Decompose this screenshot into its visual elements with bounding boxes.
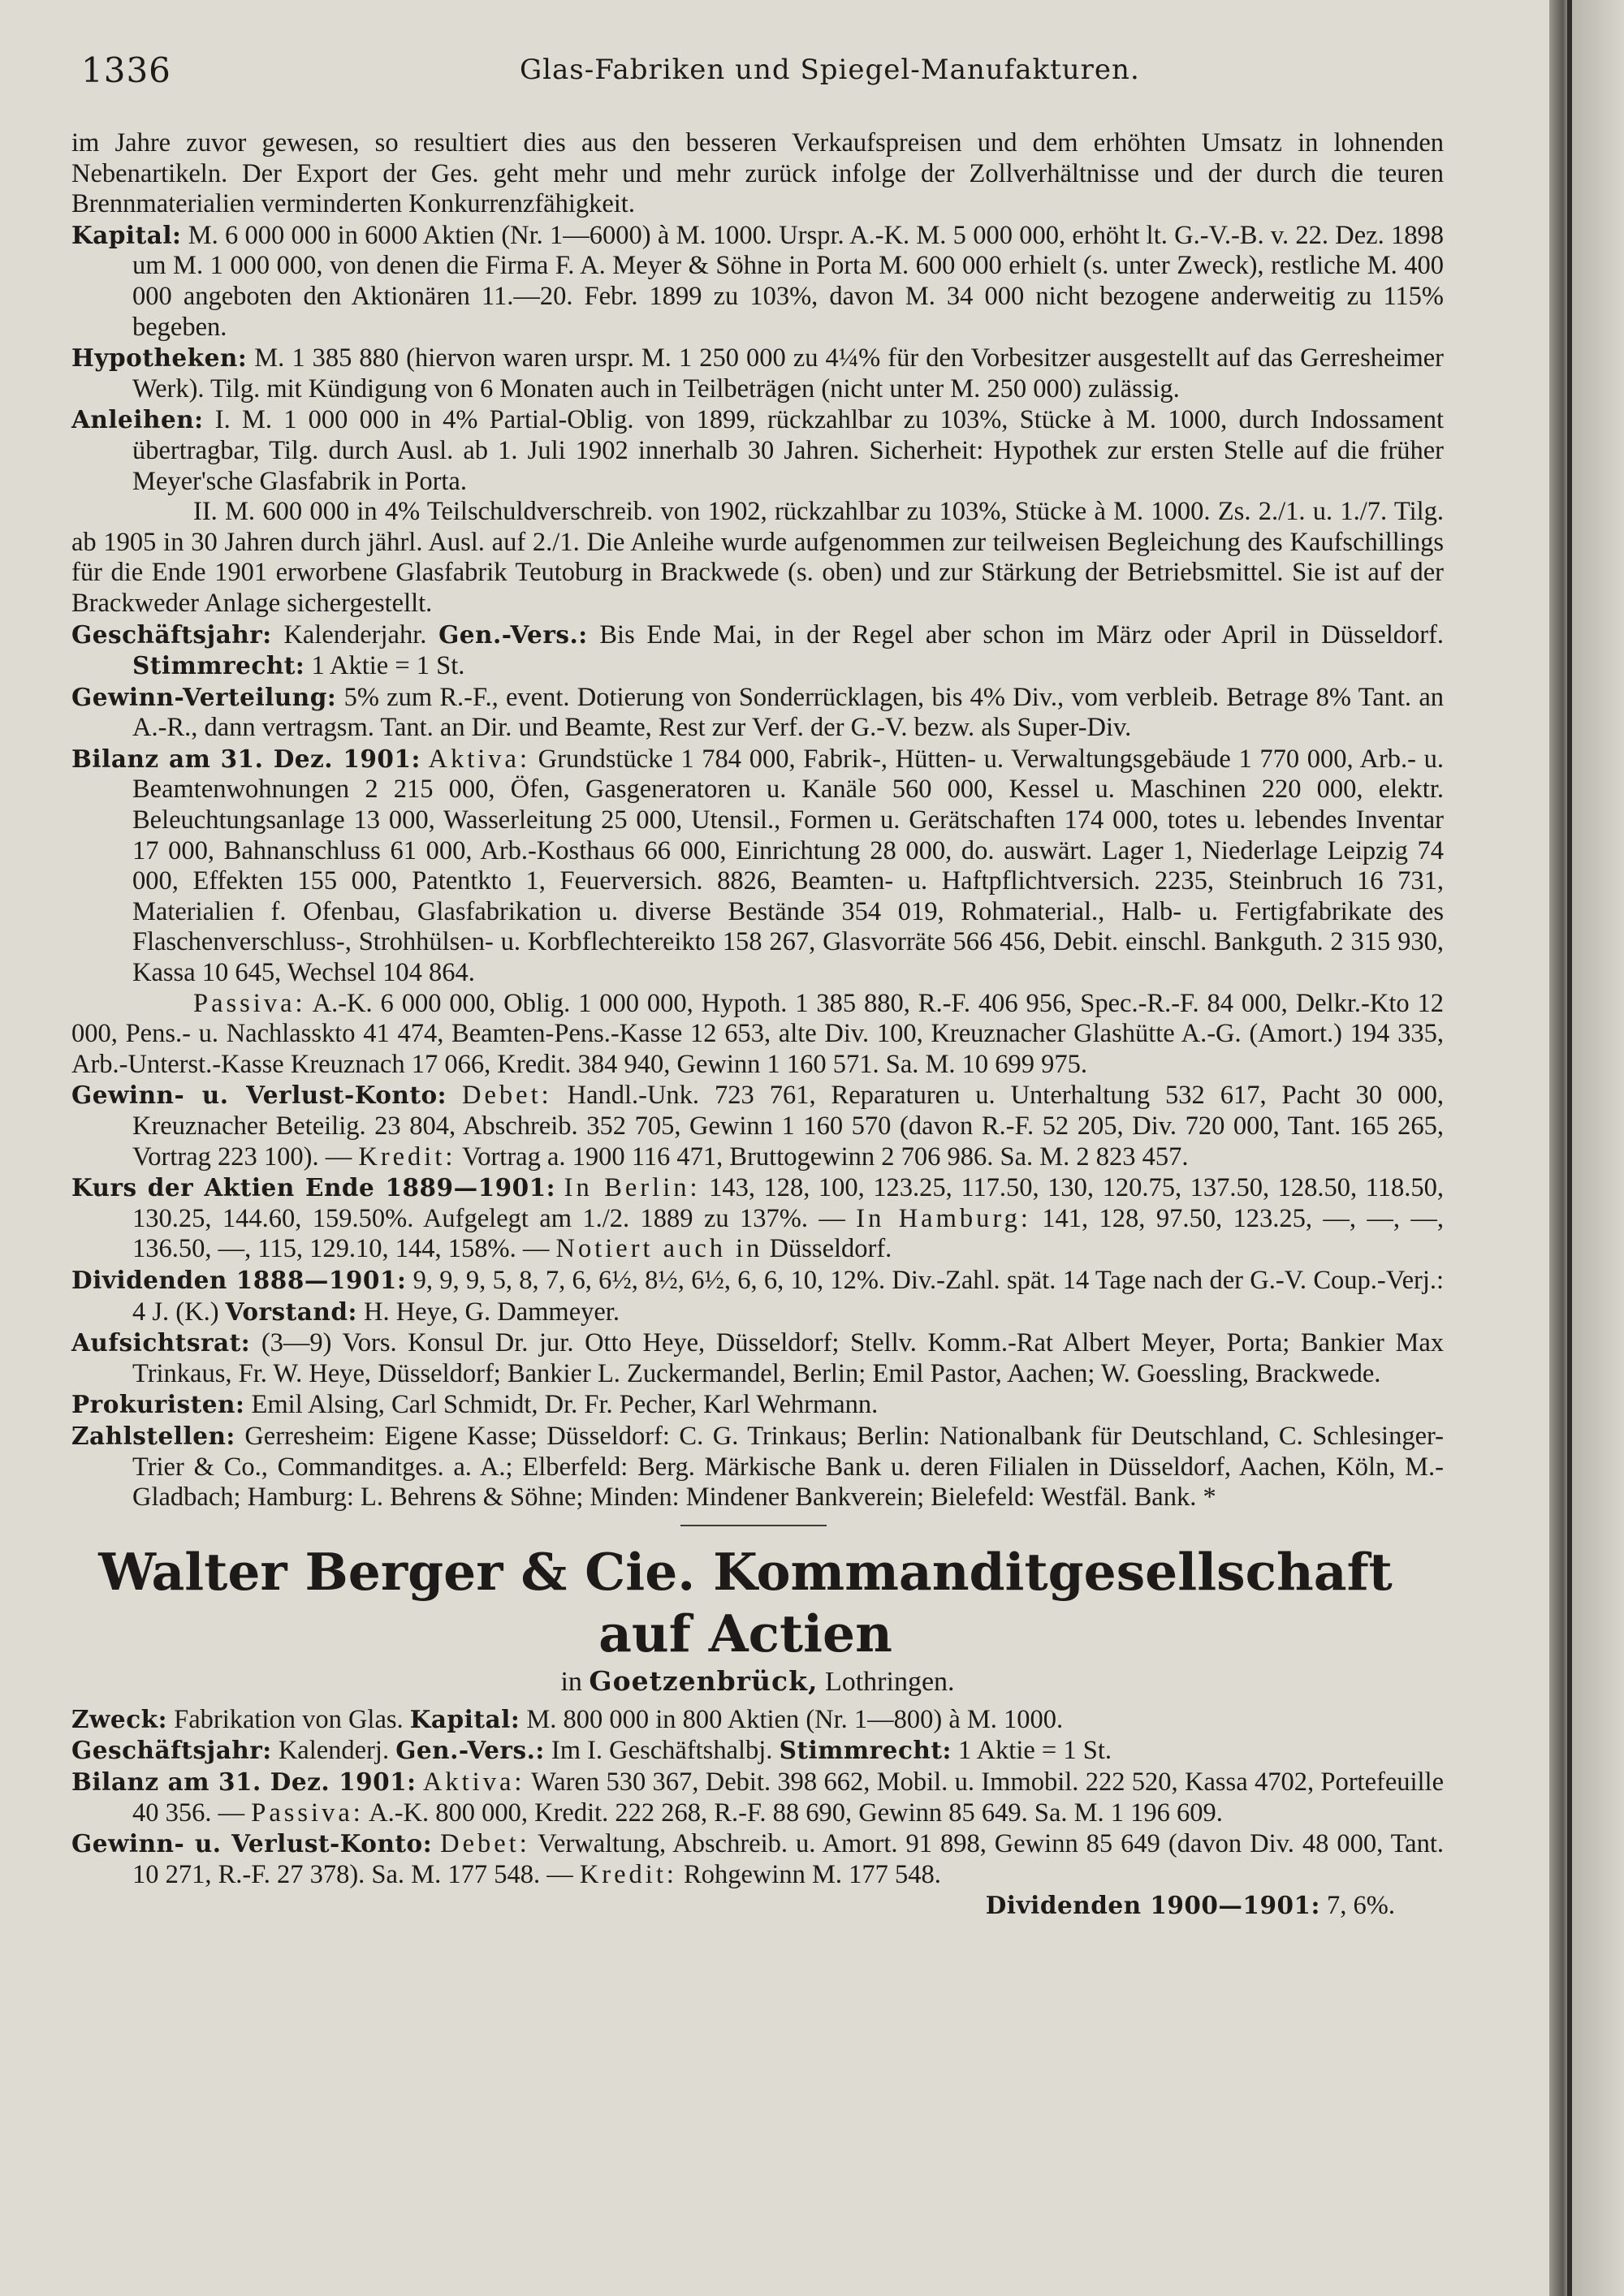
zweck-label: Zweck: <box>71 1704 167 1733</box>
gewinnverteilung-text: 5% zum R.-F., event. Dotierung von Sonderrücklagen, bis 4% Div., vom verbleib. Betrage 8% Tant. an A.-R., dann vertragsm. Tant. an Dir. und Beamte, Rest zur Verf. der G.-V. bezw. als Super-Div. <box>132 682 1445 743</box>
prokuristen-text: Emil Alsing, Carl Schmidt, Dr. Fr. Pecher, Karl Wehrmann. <box>251 1390 879 1420</box>
bilanz-passiva-line <box>71 989 1444 1081</box>
bilanz-entry <box>71 744 1444 989</box>
bilanz2-aktiva: Waren 530 367, Debit. 398 662, Mobil. u. Immobil. 222 520, Kassa 4702, Portefeuille 40 356. — <box>132 1767 1445 1828</box>
stimmrecht2-label: Stimmrecht: <box>779 1736 952 1765</box>
geschaeftsjahr-text: Kalenderjahr. <box>283 619 427 650</box>
passiva2-label: Passiva: <box>251 1798 364 1828</box>
prokuristen-entry <box>71 1389 1444 1421</box>
aufsichtsrat-label: Aufsichtsrat: <box>71 1328 251 1357</box>
zahlstellen-label: Zahlstellen: <box>71 1421 235 1450</box>
geschaeftsjahr-label: Geschäftsjahr: <box>71 619 272 649</box>
stimmrecht2-text: 1 Aktie = 1 St. <box>958 1736 1112 1766</box>
genvers-label: Gen.-Vers.: <box>438 619 588 649</box>
genvers2-label: Gen.-Vers.: <box>395 1736 545 1765</box>
kapital-label: Kapital: <box>71 220 182 249</box>
guv2-label: Gewinn- u. Verlust-Konto: <box>71 1829 433 1858</box>
aktiva-label: Aktiva: <box>428 744 531 774</box>
hypotheken-label: Hypotheken: <box>71 343 248 373</box>
vorstand-text: H. Heye, G. Dammeyer. <box>363 1297 620 1327</box>
passiva-label: Passiva: <box>193 988 306 1018</box>
kurs-berlin-label: In Berlin: <box>564 1173 701 1203</box>
kurs-hamburg-label: In Hamburg: <box>856 1203 1031 1233</box>
guv2-entry <box>71 1828 1444 1890</box>
guv2-kredit: Rohgewinn M. 177 548. <box>684 1859 941 1889</box>
hypotheken-entry <box>71 343 1444 404</box>
kurs-duesseldorf-label: Notiert auch in <box>555 1234 763 1264</box>
bilanz2-passiva: A.-K. 800 000, Kredit. 222 268, R.-F. 88 690, Gewinn 85 649. Sa. M. 1 196 609. <box>369 1798 1223 1828</box>
kurs-entry <box>71 1172 1444 1265</box>
guv-label: Gewinn- u. Verlust-Konto: <box>71 1081 447 1110</box>
kredit2-label: Kredit: <box>579 1859 677 1889</box>
zweck-text: Fabrikation von Glas. <box>174 1704 404 1734</box>
scan-edge <box>1549 0 1624 2296</box>
kurs-berlin: 143, 128, 100, 123.25, 117.50, 130, 120.75, 137.50, 128.50, 118.50, 130.25, 144.60, 159.50%. Aufgelegt am 1./2. 1889 zu 137%. — <box>132 1173 1445 1233</box>
anleihen-text-2: II. M. 600 000 in 4% Teilschuldverschreib. von 1902, rückzahlbar zu 103%, Stücke à M. 1000. Zs. 2./1. u. 1./7. Tilg. ab 1905 in 30 Jahren durch jährl. Ausl. auf 2./1. Die Anleihe wurde aufgenommen zur teilweisen Begleichung des Kaufschillings für die Ende 1901 erworbene Glasfabrik Teutoburg in Brackwede (s. oben) und zur Stärkung der Betriebsmittel. Sie ist auf der Brackweder Anlage sichergestellt. <box>71 497 1444 618</box>
genvers-text: Bis Ende Mai, in der Regel aber schon im März oder April in Düsseldorf. <box>599 619 1445 650</box>
debet2-label: Debet: <box>440 1829 530 1859</box>
aufsichtsrat-entry <box>71 1327 1444 1389</box>
geschaeftsjahr-entry <box>71 619 1444 682</box>
guv-entry <box>71 1080 1444 1172</box>
page-number: 1336 <box>81 50 171 90</box>
dividenden2-text: 7, 6%. <box>1327 1891 1395 1921</box>
bilanz-aktiva: Grundstücke 1 784 000, Fabrik-, Hütten- u. Verwaltungsgebäude 1 770 000, Arb.- u. Beamtenwohnungen 2 215 000, Öfen, Gasgeneratoren u. Kanäle 560 000, Kessel u. Maschinen 220 000, elektr. Beleuchtungsanlage 13 000, Wasserleitung 25 000, Utensil., Formen u. Gerätschaften 174 000, totes u. lebendes Inventar 17 000, Bahnanschluss 61 000, Arb.-Kosthaus 66 000, Einrichtung 28 000, do. auswärt. Lager 1, Niederlage Leipzig 74 000, Effekten 155 000, Patentkto 1, Feuerversich. 8826, Beamten- u. Haftpflichtversich. 2235, Steinbruch 16 731, Materialien f. Ofenbau, Glasfabrikation u. diverse Bestände 354 019, Rohmaterial., Halb- u. Fertigfabrikate des Flaschenverschluss-, Strohhülsen- u. Korbflechtereikto 158 267, Glasvorräte 566 456, Debit. einschl. Bankguth. 2 315 930, Kassa 10 645, Wechsel 104 864. <box>132 744 1444 988</box>
zahlstellen-entry <box>71 1421 1444 1513</box>
bilanz2-entry <box>71 1767 1444 1828</box>
anleihen-text-1: I. M. 1 000 000 in 4% Partial-Oblig. von 1899, rückzahlbar zu 103%, Stücke à M. 1000, durch Indossament übertragbar, Tilg. durch Ausl. ab 1. Juli 1902 innerhalb 30 Jahren. Sicherheit: Hypothek zur ersten Stelle auf die früher Meyer'sche Glasfabrik in Porta. <box>132 405 1445 496</box>
kredit-label: Kredit: <box>358 1142 456 1172</box>
geschaeftsjahr2-text: Kalenderj. <box>278 1736 390 1766</box>
scan-edge-line <box>1567 0 1572 2296</box>
guv-debet: Handl.-Unk. 723 761, Reparaturen u. Unterhaltung 532 617, Pacht 30 000, Kreuznacher Beteilig. 23 804, Abschreib. 352 705, Gewinn 1 160 570 (davon R.-F. 52 205, Div. 720 000, Tant. 165 265, Vortrag 223 100). — <box>132 1081 1445 1172</box>
bilanz-label: Bilanz am 31. Dez. 1901: <box>71 744 421 773</box>
hypotheken-text: M. 1 385 880 (hiervon waren urspr. M. 1 250 000 zu 4¼% für den Vorbesitzer ausgestellt auf das Gerresheimer Werk). Tilg. mit Kündigung von 6 Monaten auch in Teilbeträgen (nicht unter M. 250 000) zulässig. <box>132 343 1444 404</box>
page-header <box>65 50 1462 99</box>
zweck-entry <box>71 1704 1444 1736</box>
anleihen-entry <box>71 404 1444 497</box>
running-title: Glas-Fabriken und Spiegel-Manufakturen. <box>520 54 1140 86</box>
zahlstellen-text: Gerresheim: Eigene Kasse; Düsseldorf: C. G. Trinkaus; Berlin: Nationalbank für Deutschland, C. Schlesinger-Trier & Co., Commanditges. a. A.; Elberfeld: Berg. Märkische Bank u. deren Filialen in Düsseldorf, Aachen, Köln, M.-Gladbach; Hamburg: L. Behrens & Söhne; Minden: Mindener Bankverein; Bielefeld: Westfäl. Bank. * <box>132 1421 1444 1513</box>
kapital2-label: Kapital: <box>409 1704 520 1733</box>
location-region: Lothringen. <box>824 1666 955 1697</box>
kurs-hamburg: 141, 128, 97.50, 123.25, —, —, —, 136.50, —, 115, 129.10, 144, 158%. — <box>132 1203 1445 1264</box>
kapital2-text: M. 800 000 in 800 Aktien (Nr. 1—800) à M. 1000. <box>526 1704 1064 1734</box>
bilanz2-label: Bilanz am 31. Dez. 1901: <box>71 1767 417 1796</box>
guv2-debet: Verwaltung, Abschreib. u. Amort. 91 898, Gewinn 85 649 (davon Div. 48 000, Tant. 10 271, R.-F. 27 378). Sa. M. 177 548. — <box>132 1829 1445 1889</box>
kurs-duesseldorf: Düsseldorf. <box>769 1234 892 1264</box>
intro-paragraph: im Jahre zuvor gewesen, so resultiert dies aus den besseren Verkaufspreisen und dem erhöhten Umsatz in lohnenden Nebenartikeln. Der Export der Ges. geht mehr und mehr zurück infolge der Zollverhältnisse und der durch die teuren Brennmaterialien verminderten Konkurrenzfähigkeit. <box>71 128 1444 219</box>
company-location <box>71 1664 1444 1699</box>
genvers2-text: Im I. Geschäftshalbj. <box>551 1736 773 1766</box>
aktiva2-label: Aktiva: <box>422 1767 525 1797</box>
dividenden-text: 9, 9, 9, 5, 8, 7, 6, 6½, 8½, 6½, 6, 6, 10, 12%. Div.-Zahl. spät. 14 Tage nach der G.-V. Coup.-Verj.: 4 J. (K.) <box>132 1265 1444 1327</box>
bilanz-passiva: A.-K. 6 000 000, Oblig. 1 000 000, Hypoth. 1 385 880, R.-F. 406 956, Spec.-R.-F. 84 000, Delkr.-Kto 12 000, Pens.- u. Nachlasskto 41 474, Beamten-Pens.-Kasse 12 653, alte Div. 100, Kreuznacher Glashütte A.-G. (Amort.) 194 335, Arb.-Unterst.-Kasse Kreuznach 17 066, Kredit. 384 940, Gewinn 1 160 571. Sa. M. 10 699 975. <box>71 988 1444 1079</box>
kurs-label: Kurs der Aktien Ende 1889—1901: <box>71 1173 556 1202</box>
guv-kredit: Vortrag a. 1900 116 471, Bruttogewinn 2 706 986. Sa. M. 2 823 457. <box>461 1142 1189 1172</box>
kapital-entry <box>71 220 1444 343</box>
document-body <box>71 128 1444 1922</box>
company-heading: Walter Berger & Cie. Kommanditgesellschaft auf Actien <box>98 1541 1393 1664</box>
dividenden2-line <box>71 1890 1444 1922</box>
dividenden-label: Dividenden 1888—1901: <box>71 1265 407 1294</box>
aufsichtsrat-text: (3—9) Vors. Konsul Dr. jur. Otto Heye, Düsseldorf; Stellv. Komm.-Rat Albert Meyer, Porta; Bankier Max Trinkaus, Fr. W. Heye, Düsseldorf; Bankier L. Zuckermandel, Berlin; Emil Pastor, Aachen; W. Goessling, Brackwede. <box>132 1328 1445 1388</box>
location-prefix: in <box>560 1666 582 1697</box>
geschaeftsjahr2-label: Geschäftsjahr: <box>71 1736 272 1765</box>
anleihen-label: Anleihen: <box>71 405 204 434</box>
prokuristen-label: Prokuristen: <box>71 1390 245 1419</box>
kapital-text: M. 6 000 000 in 6000 Aktien (Nr. 1—6000) à M. 1000. Urspr. A.-K. M. 5 000 000, erhöht lt. G.-V.-B. v. 22. Dez. 1898 um M. 1 000 000, von denen die Firma F. A. Meyer & Söhne in Porta M. 600 000 erhielt (s. unter Zweck), restliche M. 400 000 angeboten den Aktionären 11.—20. Febr. 1899 zu 103%, davon M. 34 000 nicht bezogene anderweitig zu 115% begeben. <box>132 220 1444 342</box>
gewinnverteilung-entry <box>71 682 1444 744</box>
dividenden-entry <box>71 1265 1444 1327</box>
location-town: Goetzenbrück, <box>589 1664 818 1697</box>
section-divider <box>680 1525 827 1526</box>
debet-label: Debet: <box>462 1081 552 1111</box>
dividenden2-label: Dividenden 1900—1901: <box>985 1891 1320 1920</box>
gewinnverteilung-label: Gewinn-Verteilung: <box>71 682 337 711</box>
stimmrecht-label: Stimmrecht: <box>132 651 305 680</box>
vorstand-label: Vorstand: <box>225 1297 357 1326</box>
stimmrecht-text: 1 Aktie = 1 St. <box>311 651 465 681</box>
geschaeftsjahr2-entry <box>71 1735 1444 1767</box>
